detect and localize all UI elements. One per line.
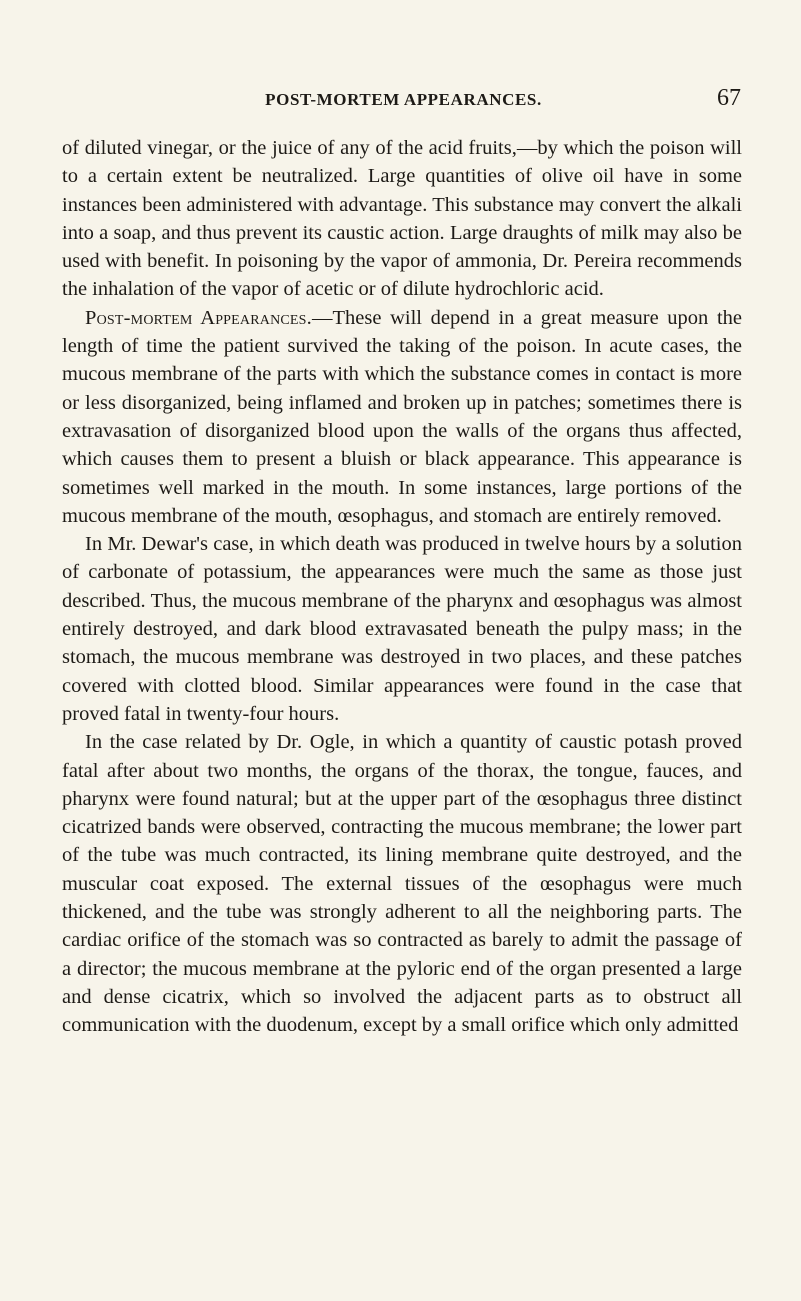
body-text xyxy=(62,134,742,1040)
page-header xyxy=(66,86,741,118)
paragraph-2-text: —These will depend in a great measure upon the length of time the patient survived the taking of the poison. In acute cases, the mucous membrane of the parts with which the substance comes in contact is more or less disorganized, being inflamed and broken up in patches; sometimes there is extravasation of disorganized blood upon the walls of the organs thus affected, which causes them to present a bluish or black appearance. This appearance is sometimes well marked in the mouth. In some instances, large portions of the mucous membrane of the mouth, œsophagus, and stomach are entirely removed. xyxy=(62,306,742,527)
section-heading: Post-mortem Appearances. xyxy=(85,306,312,329)
paragraph-4: In the case related by Dr. Ogle, in which a quantity of caustic potash proved fatal after about two months, the organs of the thorax, the tongue, fauces, and pharynx were found natural; but at the upper part of the œsophagus three distinct cicatrized bands were observed, contracting the mucous membrane; the lower part of the tube was much contracted, its lining membrane quite destroyed, and the muscular coat exposed. The external tissues of the œsophagus were much thickened, and the tube was strongly adherent to all the neighboring parts. The cardiac orifice of the stomach was so contracted as barely to admit the passage of a director; the mucous membrane at the pyloric end of the organ presented a large and dense cicatrix, which so involved the adjacent parts as to obstruct all communication with the duodenum, except by a small orifice which only admitted xyxy=(62,731,742,1037)
paragraph-2 xyxy=(62,304,742,530)
paragraph-1: of diluted vinegar, or the juice of any of the acid fruits,—by which the poison will to a certain extent be neutralized. Large quantities of olive oil have in some instances been administered with advantage. This substance may convert the alkali into a soap, and thus prevent its caustic action. Large draughts of milk may also be used with benefit. In poisoning by the vapor of ammonia, Dr. Pereira recommends the inhalation of the vapor of acetic or of dilute hydrochloric acid. xyxy=(62,137,742,301)
running-head: POST-MORTEM APPEARANCES. xyxy=(265,90,542,109)
page-number: 67 xyxy=(717,85,741,111)
paragraph-3: In Mr. Dewar's case, in which death was produced in twelve hours by a solution of carbonate of potassium, the appearances were much the same as those just described. Thus, the mucous membrane of the pharynx and œsophagus was almost entirely destroyed, and dark blood extravasated beneath the pulpy mass; in the stomach, the mucous membrane was destroyed in two places, and these patches covered with clotted blood. Similar appearances were found in the case that proved fatal in twenty-four hours. xyxy=(62,533,742,725)
